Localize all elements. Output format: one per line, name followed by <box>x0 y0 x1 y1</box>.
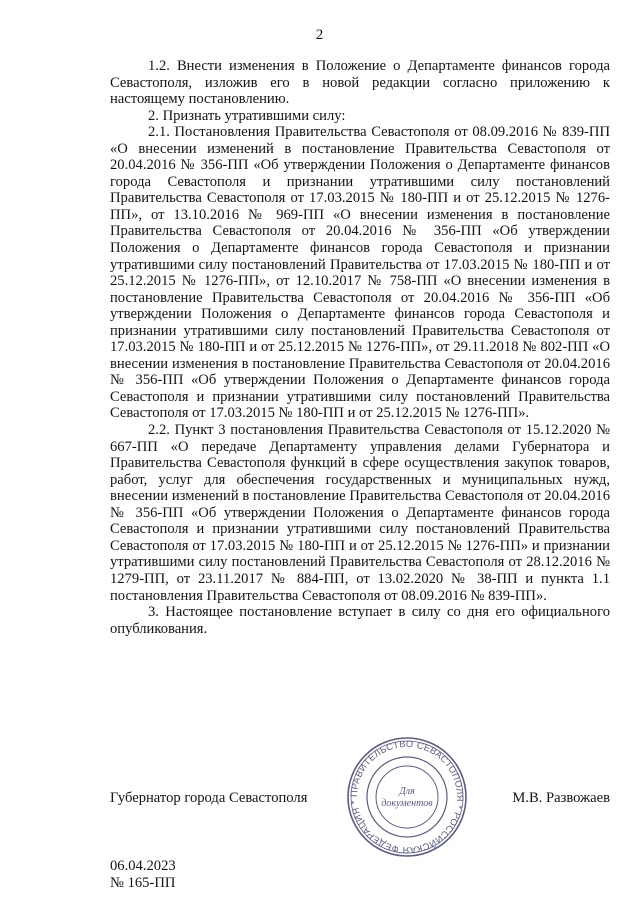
paragraph-3: 3. Настоящее постановление вступает в силу со дня его официального опубликования. <box>110 604 610 637</box>
paragraph-2-1: 2.1. Постановления Правительства Севастополя от 08.09.2016 № 839-ПП «О внесении изменений в постановление Правительства Севастополя от 20.04.2016 № 356-ПП «Об утверждении Положения о Департаменте финансов города Севастополя и признании утратившими силу постановлений Правительства Севастополя от 17.03.2015 № 180-ПП и от 25.12.2015 № 1276-ПП», от 13.10.2016 № 969-ПП «О внесении изменения в постановление Правительства Севастополя от 20.04.2016 № 356-ПП «Об утверждении Положения о Департаменте финансов города Севастополя и признании утратившими силу постановлений Правительства от 17.03.2015 № 180-ПП и от 25.12.2015 № 1276-ПП», от 12.10.2017 № 758-ПП «О внесении изменения в постановление Правительства Севастополя от 20.04.2016 № 356-ПП «Об утверждении Положения о Департаменте финансов города Севастополя и признании утратившими силу постановлений Правительства Севастополя от 17.03.2015 № 180-ПП и от 25.12.2015 № 1276-ПП», от 29.11.2018 № 802-ПП «О внесении изменения в постановление Правительства Севастополя от 20.04.2016 № 356-ПП «Об утверждении Положения о Департаменте финансов города Севастополя и признании утратившими силу постановлений Правительства Севастополя от 17.03.2015 № 180-ПП и от 25.12.2015 № 1276-ПП». <box>110 124 610 422</box>
signer-position: Губернатор города Севастополя <box>110 790 308 806</box>
page-number: 2 <box>315 27 324 43</box>
paragraph-2: 2. Признать утратившими силу: <box>148 107 346 124</box>
seal-center-line-2: документов <box>381 798 433 809</box>
paragraph-2-2: 2.2. Пункт 3 постановления Правительства Севастополя от 15.12.2020 № 667-ПП «О передаче Департаменту управления делами Губернатора и Правительства Севастополя функций в сфере осуществления закупок товаров, работ, услуг для обеспечения государственных и муниципальных нужд, внесении изменений в постановление Правительства Севастополя от 20.04.2016 № 356-ПП «Об утверждении Положения о Департаменте финансов города Севастополя и признании утратившими силу постановлений Правительства Севастополя от 17.03.2015 № 180-ПП и от 25.12.2015 № 1276-ПП» и признании утратившими силу постановлений Правительства Севастополя от 28.12.2016 № 1279-ПП, от 23.11.2017 № 884-ПП, от 13.02.2020 № 38-ПП и пункта 1.1 постановления Правительства Севастополя от 08.09.2016 № 839-ПП». <box>110 422 610 604</box>
seal-ring-text-path: ПРАВИТЕЛЬСТВО СЕВАСТОПОЛЯ * РОССИЙСКАЯ ФЕДЕРАЦИЯ * <box>348 738 466 856</box>
paragraph-1-2: 1.2. Внести изменения в Положение о Департаменте финансов города Севастополя, изложив его в новой редакции согласно приложению к настоящему постановлению. <box>110 58 610 108</box>
seal-middle-ring <box>367 757 447 837</box>
document-number: № 165-ПП <box>110 875 176 891</box>
official-seal <box>346 736 468 858</box>
seal-outer-ring <box>348 738 466 856</box>
seal-center-line-1: Для <box>399 786 415 797</box>
document-body <box>110 58 610 637</box>
seal-center-ring <box>376 766 438 828</box>
signer-name: М.В. Развожаев <box>512 790 610 806</box>
document-date: 06.04.2023 <box>110 858 176 874</box>
